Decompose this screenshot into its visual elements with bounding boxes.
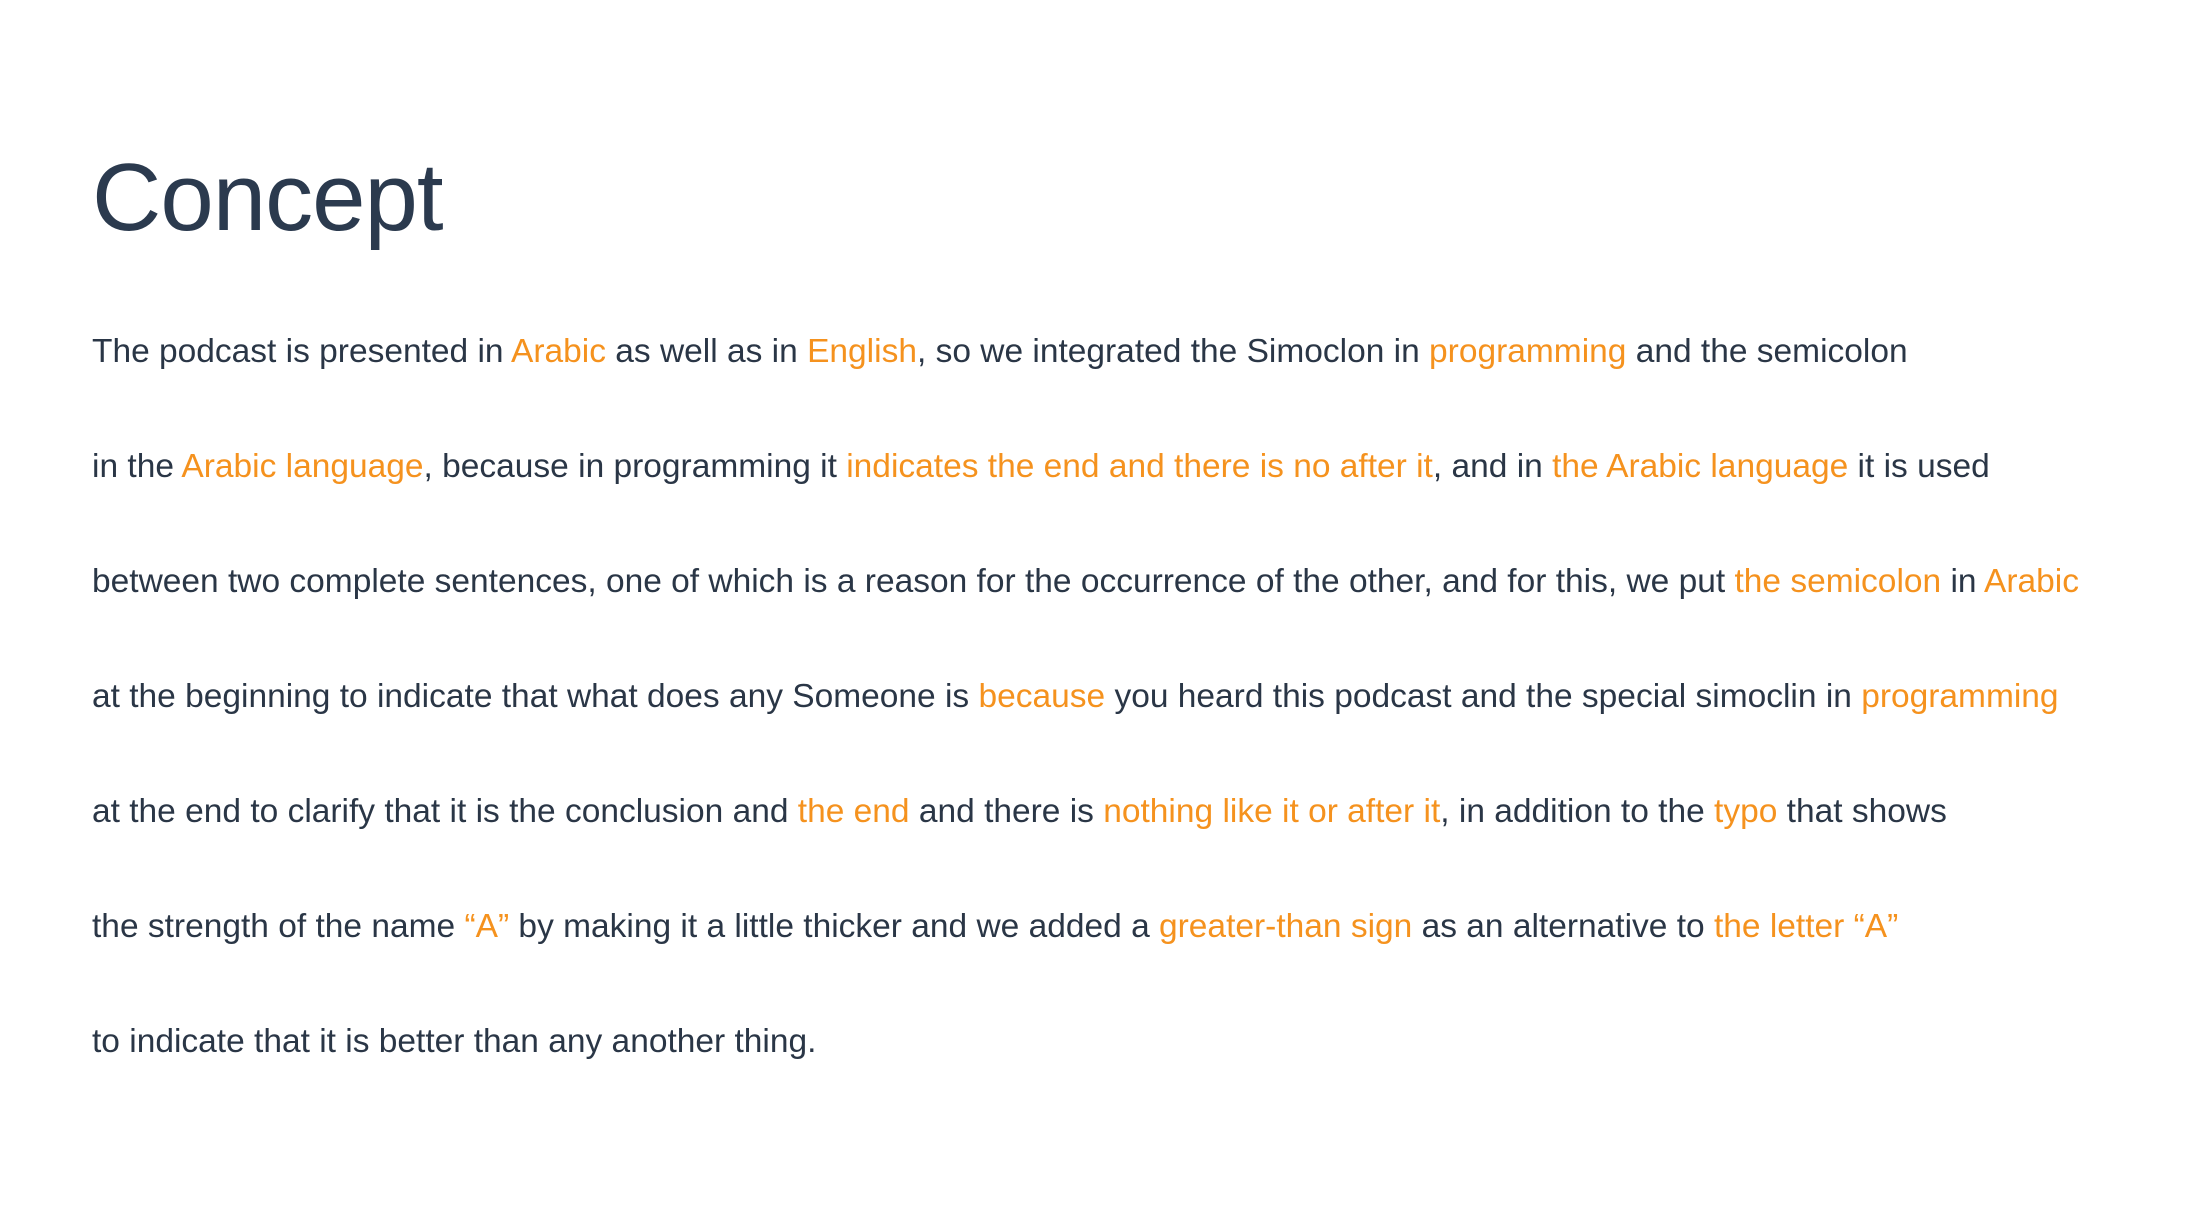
body-text: , in addition to the [1440,793,1715,830]
paragraph-line [92,897,2079,1012]
body-text: by making it a little thicker and we added a [509,908,1160,945]
highlighted-phrase: typo [1714,793,1778,830]
paragraph-line [92,437,2079,552]
body-text: in the [92,448,182,485]
paragraph-line [92,322,2079,437]
highlighted-phrase: “A” [464,908,510,945]
body-text: it is used [1848,448,1990,485]
concept-paragraph [92,322,2079,1127]
body-text: as an alternative to [1412,908,1714,945]
body-text: , because in programming it [423,448,847,485]
highlighted-phrase: because [978,678,1106,715]
body-text: as well as in [605,333,808,370]
body-text: between two complete sentences, one of which is a reason for the occurrence of the other, and for this, we put [92,563,1735,600]
highlighted-phrase: programming [1861,678,2059,715]
body-text: , and in [1432,448,1553,485]
highlighted-phrase: Arabic [1984,563,2079,600]
highlighted-phrase: the letter “A” [1713,908,1899,945]
highlighted-phrase: English [807,333,917,370]
highlighted-phrase: programming [1429,333,1627,370]
body-text: , so we integrated the Simoclon in [916,333,1430,370]
body-text: to indicate that it is better than any another thing. [92,1023,817,1060]
paragraph-line [92,782,2079,897]
highlighted-phrase: the semicolon [1734,563,1942,600]
page-title: Concept [92,144,443,251]
highlighted-phrase: Arabic language [181,448,424,485]
highlighted-phrase: the end [797,793,910,830]
highlighted-phrase: nothing like it or after it [1103,793,1441,830]
highlighted-phrase: indicates the end and there is no after it [846,448,1433,485]
highlighted-phrase: Arabic [511,333,606,370]
body-text: in [1941,563,1984,600]
paragraph-line [92,552,2079,667]
highlighted-phrase: greater-than sign [1159,908,1413,945]
body-text: The podcast is presented in [92,333,512,370]
paragraph-line [92,667,2079,782]
highlighted-phrase: the Arabic language [1552,448,1849,485]
body-text: that shows [1777,793,1947,830]
body-text: you heard this podcast and the special simoclin in [1105,678,1862,715]
body-text: and the semicolon [1626,333,1908,370]
body-text: at the end to clarify that it is the conclusion and [92,793,798,830]
body-text: and there is [909,793,1104,830]
paragraph-line [92,1012,2079,1127]
body-text: the strength of the name [92,908,465,945]
body-text: at the beginning to indicate that what does any Someone is [92,678,979,715]
